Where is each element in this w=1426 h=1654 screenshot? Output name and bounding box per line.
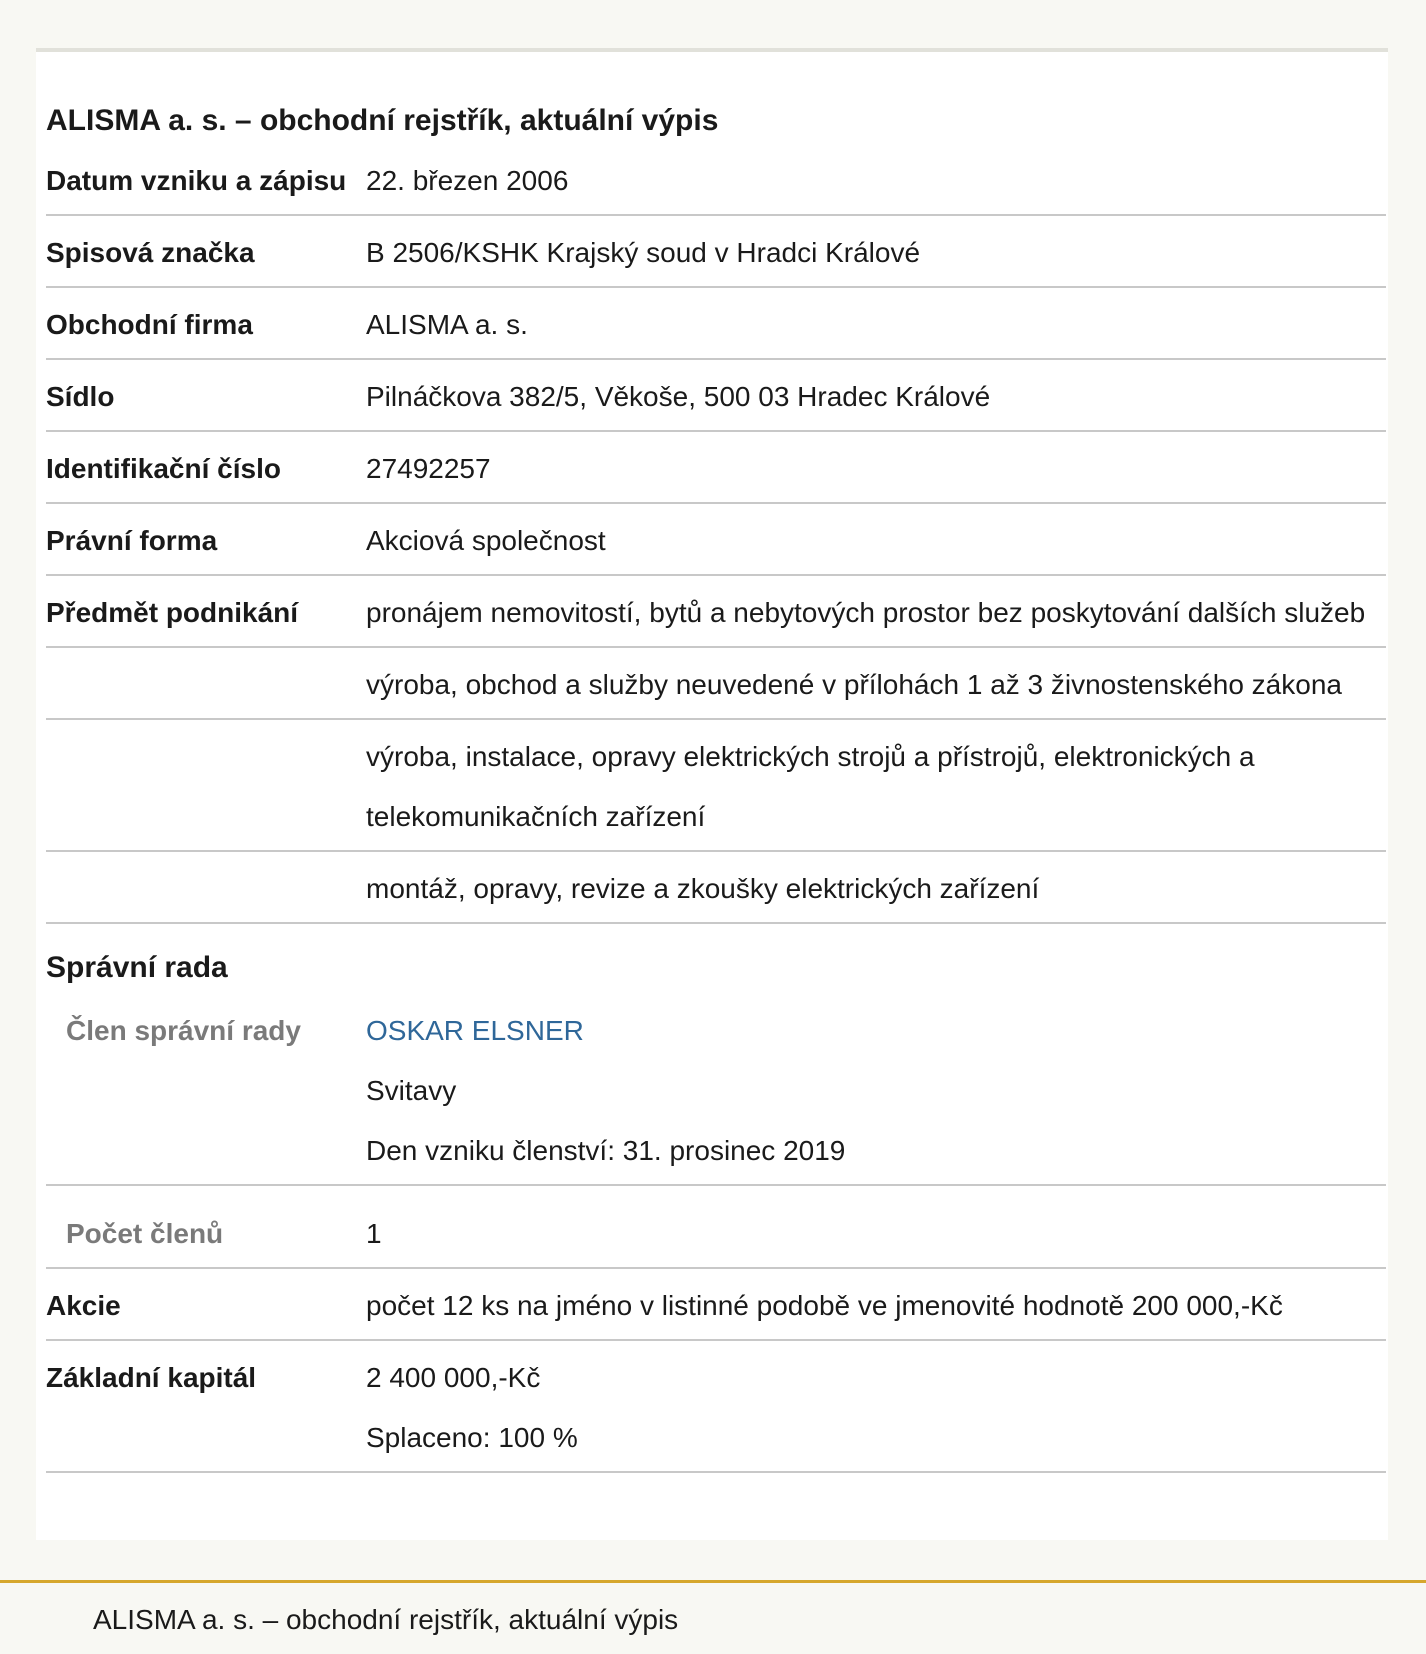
row-predmet-podnikani-3 xyxy=(46,720,1386,852)
row-label: Identifikační číslo xyxy=(46,453,281,484)
row-value: výroba, instalace, opravy elektrických strojů a přístrojů, elektronických a telekomunikačních zařízení xyxy=(366,741,1255,832)
row-identifikacni-cislo xyxy=(46,432,1386,504)
row-value: 27492257 xyxy=(366,453,491,484)
row-value: 1 xyxy=(366,1218,382,1249)
footer-title: ALISMA a. s. – obchodní rejstřík, aktuální výpis xyxy=(93,1604,679,1635)
row-label: Sídlo xyxy=(46,381,115,412)
register-table xyxy=(46,144,1386,1473)
row-label: Člen správní rady xyxy=(66,1015,301,1046)
page-title: ALISMA a. s. – obchodní rejstřík, aktuální výpis xyxy=(46,104,719,137)
row-label: Spisová značka xyxy=(46,237,255,268)
row-label-empty xyxy=(46,655,366,715)
row-label: Předmět podnikání xyxy=(46,597,299,628)
row-label: Počet členů xyxy=(66,1218,224,1249)
row-obchodni-firma xyxy=(46,288,1386,360)
row-label-empty xyxy=(46,727,366,847)
row-label: Akcie xyxy=(46,1290,121,1321)
capital-amount: 2 400 000,-Kč xyxy=(366,1362,541,1393)
row-predmet-podnikani-2 xyxy=(46,648,1386,720)
row-label: Datum vzniku a zápisu xyxy=(46,165,347,196)
row-label: Obchodní firma xyxy=(46,309,253,340)
row-label-empty xyxy=(46,859,366,919)
row-label: Základní kapitál xyxy=(46,1362,257,1393)
row-predmet-podnikani-4 xyxy=(46,852,1386,924)
row-value: výroba, obchod a služby neuvedené v přílohách 1 až 3 živnostenského zákona xyxy=(366,669,1342,700)
row-akcie xyxy=(46,1269,1386,1341)
capital-paid: Splaceno: 100 % xyxy=(366,1422,578,1453)
capital-details xyxy=(366,1348,1386,1468)
row-pravni-forma xyxy=(46,504,1386,576)
row-value: montáž, opravy, revize a zkoušky elektrických zařízení xyxy=(366,873,1040,904)
row-pocet-clenu xyxy=(46,1186,1386,1269)
register-extract-card xyxy=(36,48,1388,1540)
row-value: počet 12 ks na jméno v listinné podobě ve jmenovité hodnotě 200 000,-Kč xyxy=(366,1290,1283,1321)
row-predmet-podnikani xyxy=(46,576,1386,648)
row-value: Pilnáčkova 382/5, Věkoše, 500 03 Hradec Králové xyxy=(366,381,991,412)
row-value: 22. březen 2006 xyxy=(366,165,569,196)
row-zakladni-kapital xyxy=(46,1341,1386,1473)
section-heading-spravni-rada: Správní rada xyxy=(46,951,228,984)
member-since: Den vzniku členství: 31. prosinec 2019 xyxy=(366,1135,846,1166)
row-label: Právní forma xyxy=(46,525,218,556)
row-value: pronájem nemovitostí, bytů a nebytových prostor bez poskytování dalších služeb xyxy=(366,597,1366,628)
row-datum-vzniku xyxy=(46,144,1386,216)
row-value: B 2506/KSHK Krajský soud v Hradci Králové xyxy=(366,237,921,268)
row-spisova-znacka xyxy=(46,216,1386,288)
member-city: Svitavy xyxy=(366,1075,457,1106)
row-clen-spravni-rady xyxy=(46,994,1386,1186)
footer xyxy=(0,1580,1426,1654)
row-value: ALISMA a. s. xyxy=(366,309,528,340)
member-details xyxy=(366,1001,1386,1181)
row-sidlo xyxy=(46,360,1386,432)
row-value: Akciová společnost xyxy=(366,525,606,556)
member-name-link[interactable]: OSKAR ELSNER xyxy=(366,1015,584,1046)
